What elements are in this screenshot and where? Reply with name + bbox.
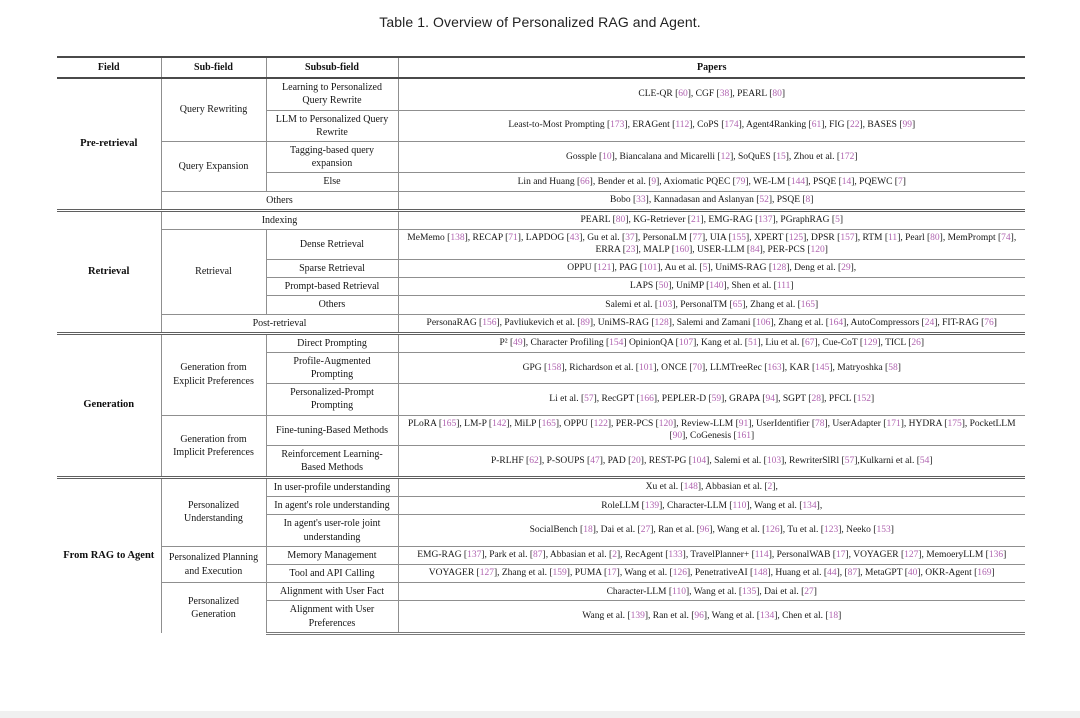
papers-cell: Lin and Huang [66], Bender et al. [9], Axiomatic PQEC [79], WE-LM [144], PSQE [14], PQEWC [7] xyxy=(398,173,1025,191)
citation-ref[interactable]: 5 xyxy=(835,215,840,226)
papers-cell: OPPU [121], PAG [101], Au et al. [5], UniMS-RAG [128], Deng et al. [29], xyxy=(398,259,1025,277)
papers-cell: PLoRA [165], LM-P [142], MiLP [165], OPPU [122], PER-PCS [120], Review-LLM [91], UserIdentifier [78], UserAdapter [171], HYDRA [175], PocketLLM [90], CoGenesis [161] xyxy=(398,415,1025,445)
citation-ref[interactable]: 110 xyxy=(732,500,747,511)
subfield-cell-merged: Indexing xyxy=(161,210,398,229)
citation-ref[interactable]: 2 xyxy=(612,550,617,561)
citation-ref[interactable]: 51 xyxy=(747,338,758,349)
citation-ref[interactable]: 139 xyxy=(630,611,645,622)
citation-ref[interactable]: 80 xyxy=(615,215,626,226)
subsubfield-cell: Dense Retrieval xyxy=(266,229,398,259)
subsubfield-cell: Direct Prompting xyxy=(266,333,398,352)
citation-ref[interactable]: 71 xyxy=(508,232,518,243)
table-caption: Table 1. Overview of Personalized RAG and Agent. xyxy=(379,14,701,30)
subsubfield-cell: Alignment with User Fact xyxy=(266,583,398,601)
papers-cell: Wang et al. [139], Ran et al. [96], Wang et al. [134], Chen et al. [18] xyxy=(398,601,1025,633)
citation-ref[interactable]: 123 xyxy=(823,525,839,536)
citation-ref[interactable]: 76 xyxy=(984,317,994,328)
citation-ref[interactable]: 79 xyxy=(735,176,746,187)
table-row xyxy=(57,191,1025,210)
subsubfield-cell: Memory Management xyxy=(266,546,398,564)
citation-ref[interactable]: 12 xyxy=(720,151,731,162)
citation-ref[interactable]: 27 xyxy=(804,586,814,597)
table-row xyxy=(57,546,1025,564)
papers-cell: Gossple [10], Biancalana and Micarelli [12], SoQuES [15], Zhou et al. [172] xyxy=(398,141,1025,172)
col-header-sub: Sub-field xyxy=(161,57,266,78)
subfield-cell: Personalized Planning and Execution xyxy=(161,546,266,582)
citation-ref[interactable]: 152 xyxy=(856,394,872,405)
subfield-cell: Generation from Explicit Preferences xyxy=(161,333,266,415)
citation-ref[interactable]: 148 xyxy=(753,568,768,579)
table-row xyxy=(57,78,1025,110)
table-row xyxy=(57,314,1025,333)
papers-cell: LAPS [50], UniMP [140], Shen et al. [111] xyxy=(398,278,1025,296)
citation-ref[interactable]: 14 xyxy=(841,176,852,187)
citation-ref[interactable]: 110 xyxy=(672,586,686,597)
subfield-cell: Query Expansion xyxy=(161,141,266,191)
citation-ref[interactable]: 160 xyxy=(674,245,690,256)
citation-ref[interactable]: 84 xyxy=(750,245,760,256)
papers-cell: VOYAGER [127], Zhang et al. [159], PUMA [17], Wang et al. [126], PenetrativeAI [148], Huang et al. [44], [87], MetaGPT [40], OKR-Agent [169] xyxy=(398,565,1025,583)
citation-ref[interactable]: 128 xyxy=(772,263,787,274)
col-header-field: Field xyxy=(57,57,161,78)
citation-ref[interactable]: 103 xyxy=(766,455,782,466)
subsubfield-cell: Prompt-based Retrieval xyxy=(266,278,398,296)
citation-ref[interactable]: 126 xyxy=(672,568,687,579)
citation-ref[interactable]: 128 xyxy=(654,317,669,328)
subsubfield-cell: In agent's role understanding xyxy=(266,497,398,515)
citation-ref[interactable]: 154 xyxy=(609,338,624,349)
header-row xyxy=(57,57,1025,78)
citation-ref[interactable]: 23 xyxy=(625,245,636,256)
citation-ref[interactable]: 47 xyxy=(590,455,600,466)
citation-ref[interactable]: 157 xyxy=(840,232,855,243)
papers-cell: Xu et al. [148], Abbasian et al. [2], xyxy=(398,478,1025,497)
citation-ref[interactable]: 62 xyxy=(529,455,539,466)
citation-ref[interactable]: 173 xyxy=(610,120,625,131)
papers-cell: Least-to-Most Prompting [173], ERAGent [112], CoPS [174], Agent4Ranking [61], FIG [22], BASES [99] xyxy=(398,110,1025,141)
citation-ref[interactable]: 164 xyxy=(828,317,844,328)
subfield-cell-merged: Others xyxy=(161,191,398,210)
citation-ref[interactable]: 120 xyxy=(658,418,674,429)
citation-ref[interactable]: 140 xyxy=(709,281,724,292)
citation-ref[interactable]: 96 xyxy=(699,525,710,536)
citation-ref[interactable]: 101 xyxy=(642,263,658,274)
citation-ref[interactable]: 171 xyxy=(886,418,901,429)
citation-ref[interactable]: 52 xyxy=(759,194,769,205)
citation-ref[interactable]: 144 xyxy=(790,176,806,187)
citation-ref[interactable]: 9 xyxy=(651,176,657,187)
citation-ref[interactable]: 21 xyxy=(690,215,701,226)
citation-ref[interactable]: 29 xyxy=(841,263,851,274)
papers-cell: Salemi et al. [103], PersonalTM [65], Zhang et al. [165] xyxy=(398,296,1025,314)
citation-ref[interactable]: 120 xyxy=(810,245,825,256)
citation-ref[interactable]: 107 xyxy=(678,338,694,349)
citation-ref[interactable]: 126 xyxy=(765,525,780,536)
citation-ref[interactable]: 137 xyxy=(758,215,773,226)
table-row xyxy=(57,141,1025,172)
citation-ref[interactable]: 17 xyxy=(607,568,617,579)
table-row xyxy=(57,583,1025,601)
citation-ref[interactable]: 8 xyxy=(805,194,811,205)
papers-cell: GPG [158], Richardson et al. [101], ONCE [70], LLMTreeRec [163], KAR [145], Matryoshka [58] xyxy=(398,352,1025,383)
citation-ref[interactable]: 133 xyxy=(668,550,683,561)
subsubfield-cell: Others xyxy=(266,296,398,314)
citation-ref[interactable]: 127 xyxy=(479,568,494,579)
citation-ref[interactable]: 49 xyxy=(513,338,523,349)
citation-ref[interactable]: 125 xyxy=(788,232,804,243)
papers-cell: MeMemo [138], RECAP [71], LAPDOG [43], Gu et al. [37], PersonaLM [77], UIA [155], XPERT [125], DPSR [157], RTM [11], Pearl [80], MemPrompt [74], ERRA [23], MALP [160], USER-LLM [84], PER-PCS [120] xyxy=(398,229,1025,259)
citation-ref[interactable]: 165 xyxy=(800,299,816,310)
citation-ref[interactable]: 24 xyxy=(924,317,935,328)
citation-ref[interactable]: 87 xyxy=(533,550,543,561)
subsubfield-cell: In user-profile understanding xyxy=(266,478,398,497)
table-row xyxy=(57,478,1025,497)
citation-ref[interactable]: 74 xyxy=(1001,232,1011,243)
citation-ref[interactable]: 70 xyxy=(692,362,703,373)
citation-ref[interactable]: 26 xyxy=(911,338,921,349)
citation-ref[interactable]: 139 xyxy=(644,500,660,511)
citation-ref[interactable]: 161 xyxy=(736,431,751,442)
overview-table xyxy=(57,56,1025,635)
subfield-cell: Query Rewriting xyxy=(161,78,266,141)
citation-ref[interactable]: 122 xyxy=(593,418,608,429)
citation-ref[interactable]: 33 xyxy=(636,194,646,205)
citation-ref[interactable]: 77 xyxy=(692,232,702,243)
col-header-papers: Papers xyxy=(398,57,1025,78)
subfield-cell: Personalized Generation xyxy=(161,583,266,634)
citation-ref[interactable]: 22 xyxy=(849,120,860,131)
citation-ref[interactable]: 165 xyxy=(541,418,556,429)
papers-cell: PEARL [80], KG-Retriever [21], EMG-RAG [137], PGraphRAG [5] xyxy=(398,210,1025,229)
citation-ref[interactable]: 114 xyxy=(754,550,769,561)
subsubfield-cell: LLM to Personalized Query Rewrite xyxy=(266,110,398,141)
citation-ref[interactable]: 111 xyxy=(776,281,791,292)
citation-ref[interactable]: 101 xyxy=(638,362,654,373)
citation-ref[interactable]: 99 xyxy=(902,120,912,131)
field-cell: Pre-retrieval xyxy=(80,138,138,149)
citation-ref[interactable]: 134 xyxy=(759,611,775,622)
subfield-cell: Generation from Implicit Preferences xyxy=(161,415,266,477)
col-header-subsub: Subsub-field xyxy=(266,57,398,78)
citation-ref[interactable]: 103 xyxy=(658,299,673,310)
citation-ref[interactable]: 80 xyxy=(772,89,782,100)
citation-ref[interactable]: 163 xyxy=(767,362,782,373)
subsubfield-cell: Personalized-Prompt Prompting xyxy=(266,384,398,415)
subsubfield-cell: Sparse Retrieval xyxy=(266,259,398,277)
subsubfield-cell: Alignment with User Preferences xyxy=(266,601,398,633)
citation-ref[interactable]: 90 xyxy=(672,431,683,442)
citation-ref[interactable]: 59 xyxy=(711,394,722,405)
citation-ref[interactable]: 136 xyxy=(988,550,1004,561)
table-row xyxy=(57,415,1025,445)
citation-ref[interactable]: 175 xyxy=(947,418,962,429)
subsubfield-cell: In agent's user-role joint understanding xyxy=(266,515,398,546)
citation-ref[interactable]: 94 xyxy=(765,394,775,405)
citation-ref[interactable]: 121 xyxy=(597,263,612,274)
citation-ref[interactable]: 10 xyxy=(602,151,612,162)
citation-ref[interactable]: 137 xyxy=(467,550,482,561)
papers-cell: CLE-QR [60], CGF [38], PEARL [80] xyxy=(398,78,1025,110)
subsubfield-cell: Reinforcement Learning-Based Methods xyxy=(266,445,398,477)
citation-ref[interactable]: 78 xyxy=(814,418,825,429)
citation-ref[interactable]: 145 xyxy=(815,362,830,373)
citation-ref[interactable]: 43 xyxy=(569,232,580,243)
window-bottom-edge xyxy=(0,711,1080,718)
citation-ref[interactable]: 106 xyxy=(756,317,771,328)
citation-ref[interactable]: 66 xyxy=(580,176,590,187)
citation-ref[interactable]: 156 xyxy=(482,317,497,328)
papers-cell: Bobo [33], Kannadasan and Aslanyan [52], PSQE [8] xyxy=(398,191,1025,210)
citation-ref[interactable]: 134 xyxy=(802,500,817,511)
citation-ref[interactable]: 159 xyxy=(552,568,567,579)
citation-ref[interactable]: 166 xyxy=(639,394,654,405)
field-cell: From RAG to Agent xyxy=(57,478,161,634)
papers-cell: RoleLLM [139], Character-LLM [110], Wang et al. [134], xyxy=(398,497,1025,515)
citation-ref[interactable]: 37 xyxy=(625,232,635,243)
field-cell: Generation xyxy=(57,333,161,477)
subsubfield-cell: Learning to Personalized Query Rewrite xyxy=(266,78,398,110)
citation-ref[interactable]: 129 xyxy=(863,338,878,349)
table-row xyxy=(57,229,1025,259)
citation-ref[interactable]: 104 xyxy=(691,455,707,466)
field-cell: Retrieval xyxy=(57,210,161,333)
citation-ref[interactable]: 57 xyxy=(584,394,594,405)
citation-ref[interactable]: 165 xyxy=(442,418,457,429)
citation-ref[interactable]: 61 xyxy=(811,120,822,131)
papers-cell: P² [49], Character Profiling [154] OpinionQA [107], Kang et al. [51], Liu et al. [67], Cue-CoT [129], TICL [26] xyxy=(398,333,1025,352)
citation-ref[interactable]: 5 xyxy=(702,263,708,274)
citation-ref[interactable]: 20 xyxy=(631,455,641,466)
citation-ref[interactable]: 155 xyxy=(731,232,747,243)
citation-ref[interactable]: 87 xyxy=(847,568,858,579)
citation-ref[interactable]: 38 xyxy=(719,89,730,100)
citation-ref[interactable]: 153 xyxy=(876,525,891,536)
subsubfield-cell: Tool and API Calling xyxy=(266,565,398,583)
citation-ref[interactable]: 172 xyxy=(840,151,855,162)
subsubfield-cell: Tagging-based query expansion xyxy=(266,141,398,172)
citation-ref[interactable]: 89 xyxy=(580,317,590,328)
citation-ref[interactable]: 112 xyxy=(675,120,690,131)
citation-ref[interactable]: 28 xyxy=(811,394,821,405)
citation-ref[interactable]: 50 xyxy=(658,281,669,292)
citation-ref[interactable]: 135 xyxy=(742,586,757,597)
papers-cell: Character-LLM [110], Wang et al. [135], Dai et al. [27] xyxy=(398,583,1025,601)
papers-cell: EMG-RAG [137], Park et al. [87], Abbasian et al. [2], RecAgent [133], TravelPlanner+ [114], PersonalWAB [17], VOYAGER [127], MemoeryLLM [136] xyxy=(398,546,1025,564)
citation-ref[interactable]: 40 xyxy=(907,568,918,579)
subsubfield-cell: Profile-Augmented Prompting xyxy=(266,352,398,383)
citation-ref[interactable]: 17 xyxy=(835,550,846,561)
citation-ref[interactable]: 80 xyxy=(930,232,940,243)
citation-ref[interactable]: 91 xyxy=(738,418,749,429)
citation-ref[interactable]: 15 xyxy=(776,151,786,162)
citation-ref[interactable]: 96 xyxy=(694,611,704,622)
subfield-cell-merged: Post-retrieval xyxy=(161,314,398,333)
papers-cell: SocialBench [18], Dai et al. [27], Ran et al. [96], Wang et al. [126], Tu et al. [123], Neeko [153] xyxy=(398,515,1025,546)
citation-ref[interactable]: 142 xyxy=(492,418,507,429)
citation-ref[interactable]: 158 xyxy=(547,362,562,373)
table-row xyxy=(57,210,1025,229)
subsubfield-cell: Else xyxy=(266,173,398,191)
citation-ref[interactable]: 11 xyxy=(888,232,898,243)
citation-ref[interactable]: 18 xyxy=(828,611,839,622)
subfield-cell: Retrieval xyxy=(161,229,266,314)
citation-ref[interactable]: 57 xyxy=(844,455,855,466)
citation-ref[interactable]: 138 xyxy=(450,232,465,243)
citation-ref[interactable]: 174 xyxy=(724,120,739,131)
papers-cell: PersonaRAG [156], Pavliukevich et al. [89], UniMS-RAG [128], Salemi and Zamani [106], Zhang et al. [164], AutoCompressors [24], FIT-RAG [76] xyxy=(398,314,1025,333)
citation-ref[interactable]: 7 xyxy=(897,176,903,187)
citation-ref[interactable]: 127 xyxy=(904,550,919,561)
citation-ref[interactable]: 58 xyxy=(888,362,898,373)
citation-ref[interactable]: 148 xyxy=(683,482,698,493)
table-row xyxy=(57,333,1025,352)
citation-ref[interactable]: 65 xyxy=(732,299,743,310)
citation-ref[interactable]: 44 xyxy=(827,568,837,579)
citation-ref[interactable]: 18 xyxy=(583,525,593,536)
citation-ref[interactable]: 27 xyxy=(640,525,651,536)
citation-ref[interactable]: 2 xyxy=(767,482,773,493)
subsubfield-cell: Fine-tuning-Based Methods xyxy=(266,415,398,445)
citation-ref[interactable]: 54 xyxy=(919,455,930,466)
citation-ref[interactable]: 60 xyxy=(678,89,688,100)
papers-cell: P-RLHF [62], P-SOUPS [47], PAD [20], REST-PG [104], Salemi et al. [103], RewriterSlRl [57],Kulkarni et al. [54] xyxy=(398,445,1025,477)
citation-ref[interactable]: 169 xyxy=(977,568,992,579)
subfield-cell: Personalized Understanding xyxy=(161,478,266,547)
papers-cell: Li et al. [57], RecGPT [166], PEPLER-D [59], GRAPA [94], SGPT [28], PFCL [152] xyxy=(398,384,1025,415)
citation-ref[interactable]: 67 xyxy=(804,338,815,349)
